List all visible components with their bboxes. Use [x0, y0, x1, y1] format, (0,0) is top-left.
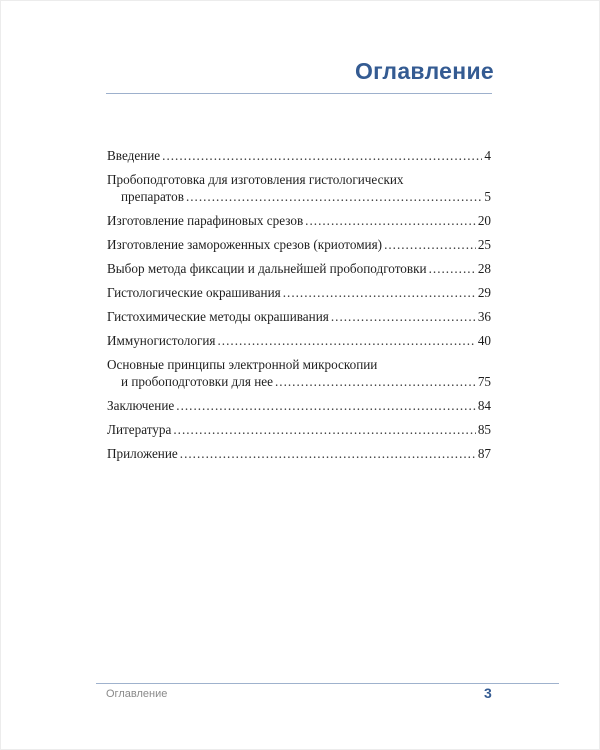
toc-entry-title: Изготовление парафиновых срезов	[107, 213, 304, 228]
dot-leader	[331, 308, 476, 325]
toc-entry-title-continued: препаратов	[121, 189, 184, 204]
toc-entry-fixation-method[interactable]	[107, 260, 491, 277]
toc-page-number: 4	[484, 148, 491, 163]
toc-page-number: 36	[477, 309, 491, 324]
toc-entry-title: Пробоподготовка для изготовления гистологических	[107, 172, 404, 187]
toc-page-number: 85	[477, 422, 491, 437]
toc-page-number: 28	[477, 261, 491, 276]
dot-leader	[218, 332, 476, 349]
toc-page-number: 5	[484, 189, 491, 204]
toc-page-number: 20	[477, 213, 491, 228]
toc-entry-title: Иммуногистология	[107, 333, 216, 348]
toc-entry-literature[interactable]	[107, 421, 491, 438]
toc-entry-cryotomy[interactable]	[107, 236, 491, 253]
toc-page-number: 75	[477, 374, 491, 389]
toc-entry-title: Введение	[107, 148, 161, 163]
toc-entry-title: Основные принципы электронной микроскопии	[107, 357, 378, 372]
dot-leader	[275, 373, 476, 390]
dot-leader	[384, 236, 476, 253]
toc-entry-title: Выбор метода фиксации и дальнейшей пробоподготовки	[107, 261, 427, 276]
toc-entry-sample-preparation[interactable]	[107, 171, 491, 205]
toc-page-number: 87	[477, 446, 491, 461]
toc-entry-histochemical-methods[interactable]	[107, 308, 491, 325]
footer-page-number: 3	[484, 685, 492, 701]
toc-entry-histological-staining[interactable]	[107, 284, 491, 301]
dot-leader	[173, 421, 475, 438]
footer-section-title: Оглавление	[106, 688, 168, 700]
dot-leader	[186, 188, 482, 205]
toc-entry-title: Гистологические окрашивания	[107, 285, 281, 300]
toc-page-number: 40	[477, 333, 491, 348]
dot-leader	[162, 147, 482, 164]
dot-leader	[283, 284, 476, 301]
toc-entry-electron-microscopy[interactable]	[107, 356, 491, 390]
toc-entry-introduction[interactable]	[107, 147, 491, 164]
toc-page-number: 29	[477, 285, 491, 300]
dot-leader	[305, 212, 476, 229]
toc-page-number: 84	[477, 398, 491, 413]
toc-entry-paraffin-sections[interactable]	[107, 212, 491, 229]
toc-entry-title: Заключение	[107, 398, 175, 413]
toc-entry-conclusion[interactable]	[107, 397, 491, 414]
toc-page-number: 25	[477, 237, 491, 252]
toc-entry-title: Приложение	[107, 446, 178, 461]
dot-leader	[429, 260, 476, 277]
toc-entry-title: Гистохимические методы окрашивания	[107, 309, 329, 324]
footer-divider	[96, 683, 559, 684]
dot-leader	[176, 397, 476, 414]
dot-leader	[180, 445, 476, 462]
title-divider	[106, 93, 492, 94]
toc-entry-appendix[interactable]	[107, 445, 491, 462]
toc-entry-title: Литература	[107, 422, 172, 437]
page-title: Оглавление	[354, 58, 494, 84]
toc-entry-immunohistology[interactable]	[107, 332, 491, 349]
toc-entry-title: Изготовление замороженных срезов (криотомия)	[107, 237, 383, 252]
toc-entry-title-continued: и пробоподготовки для нее	[121, 374, 273, 389]
